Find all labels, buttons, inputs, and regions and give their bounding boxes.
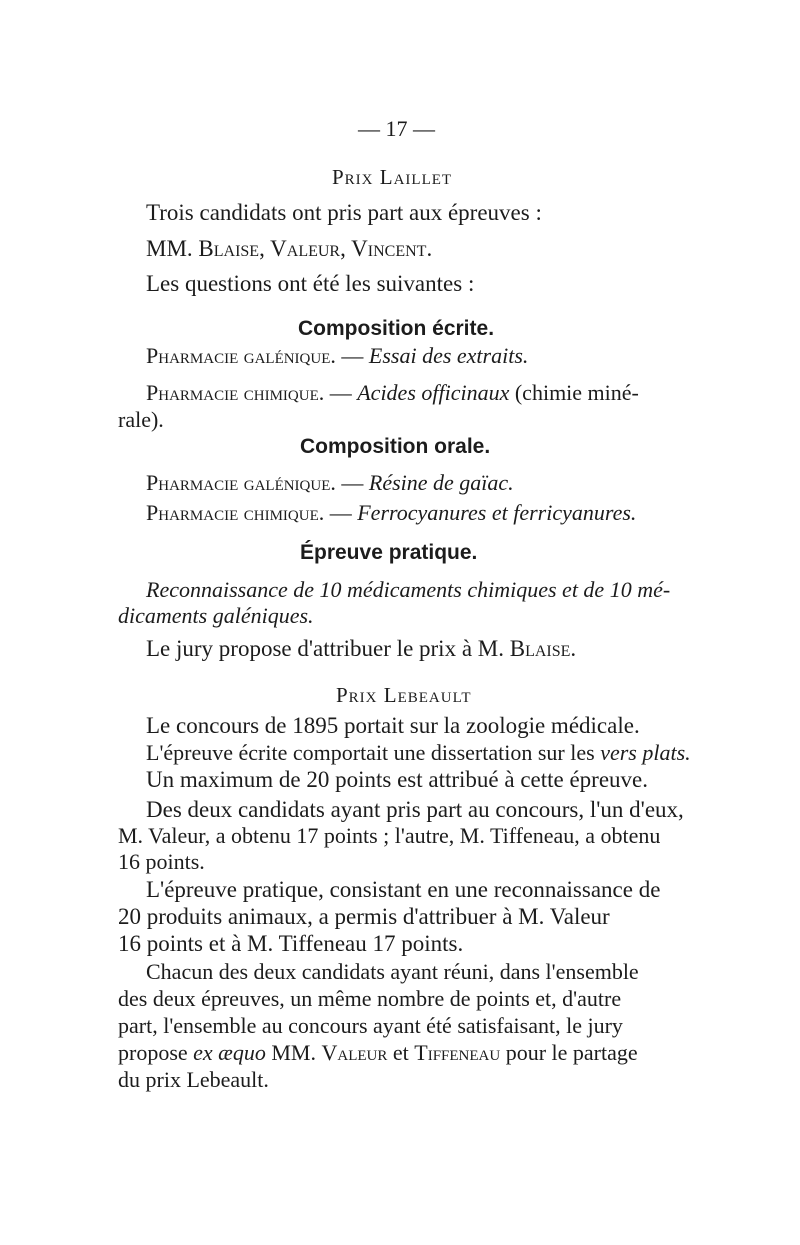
section-heading-lebeault: Prix Lebeault: [336, 683, 472, 707]
written-chimique-cont: rale).: [118, 407, 164, 432]
lebeault-line-9: 16 points et à M. Tiffeneau 17 points.: [118, 931, 464, 956]
lebeault-line-1: Le concours de 1895 portait sur la zoologie médicale.: [146, 713, 640, 738]
written-chimique-label: Pharmacie chimique. —: [146, 380, 352, 405]
section-heading-laillet: Prix Laillet: [332, 165, 453, 189]
candidates-line: MM. Blaise, Valeur, Vincent.: [146, 236, 433, 261]
written-galenique: [146, 343, 528, 369]
oral-chimique-label: Pharmacie chimique. —: [146, 500, 352, 525]
lebeault-line-13-propose: propose: [118, 1040, 188, 1065]
practical-line-1: Reconnaissance de 10 médicaments chimiques et de 10 mé-: [146, 577, 671, 602]
written-chimique: [146, 380, 639, 406]
lebeault-line-2: [146, 740, 691, 766]
paragraph-intro: Trois candidats ont pris part aux épreuves :: [146, 200, 542, 225]
oral-galenique: [146, 470, 514, 496]
lebeault-line-11: des deux épreuves, un même nombre de points et, d'autre: [118, 986, 622, 1011]
lebeault-line-13: [118, 1040, 638, 1066]
written-chimique-suffix: (chimie miné-: [514, 380, 639, 405]
lebeault-line-5: M. Valeur, a obtenu 17 points ; l'autre, M. Tiffeneau, a obtenu: [118, 823, 661, 848]
lebeault-line-6: 16 points.: [118, 849, 205, 874]
lebeault-line-7: L'épreuve pratique, consistant en une reconnaissance de: [146, 877, 661, 902]
lebeault-line-13-valeur: Valeur: [321, 1040, 388, 1065]
subheading-written: Composition écrite.: [298, 317, 495, 340]
lebeault-line-10: Chacun des deux candidats ayant réuni, dans l'ensemble: [146, 959, 639, 984]
subheading-oral: Composition orale.: [300, 435, 491, 458]
oral-chimique-value: Ferrocyanures et ferricyanures.: [357, 500, 637, 525]
subheading-practical: Épreuve pratique.: [300, 541, 478, 564]
written-chimique-value: Acides officinaux: [357, 380, 510, 405]
lebeault-line-13-tiffeneau: Tiffeneau: [414, 1040, 501, 1065]
lebeault-line-13-mm: MM.: [271, 1040, 316, 1065]
lebeault-line-3: Un maximum de 20 points est attribué à cette épreuve.: [146, 767, 649, 792]
jury-proposal-text: Le jury propose d'attribuer le prix à M.: [146, 636, 504, 661]
jury-proposal-name: Blaise.: [509, 636, 577, 661]
lebeault-line-2-text: L'épreuve écrite comportait une dissertation sur les: [146, 740, 595, 765]
lebeault-line-8: 20 produits animaux, a permis d'attribuer à M. Valeur: [118, 904, 610, 929]
lebeault-line-4: Des deux candidats ayant pris part au concours, l'un d'eux,: [146, 797, 684, 822]
lebeault-line-14: du prix Lebeault.: [118, 1067, 269, 1092]
oral-galenique-label: Pharmacie galénique. —: [146, 470, 364, 495]
oral-galenique-value: Résine de gaïac.: [368, 470, 514, 495]
lebeault-line-2-italic: vers plats.: [600, 740, 691, 765]
lebeault-line-13-partage: pour le partage: [505, 1040, 638, 1065]
practical-line-2: dicaments galéniques.: [118, 603, 314, 628]
written-galenique-value: Essai des extraits.: [368, 343, 529, 368]
lebeault-line-13-ex-aequo: ex æquo: [193, 1040, 266, 1065]
jury-proposal-laillet: [146, 636, 576, 662]
page-number: — 17 —: [358, 116, 435, 141]
written-galenique-label: Pharmacie galénique. —: [146, 343, 364, 368]
lebeault-line-12: part, l'ensemble au concours ayant été satisfaisant, le jury: [118, 1013, 623, 1038]
oral-chimique: [146, 500, 636, 526]
questions-intro: Les questions ont été les suivantes :: [146, 271, 475, 296]
lebeault-line-13-et: et: [392, 1040, 409, 1065]
